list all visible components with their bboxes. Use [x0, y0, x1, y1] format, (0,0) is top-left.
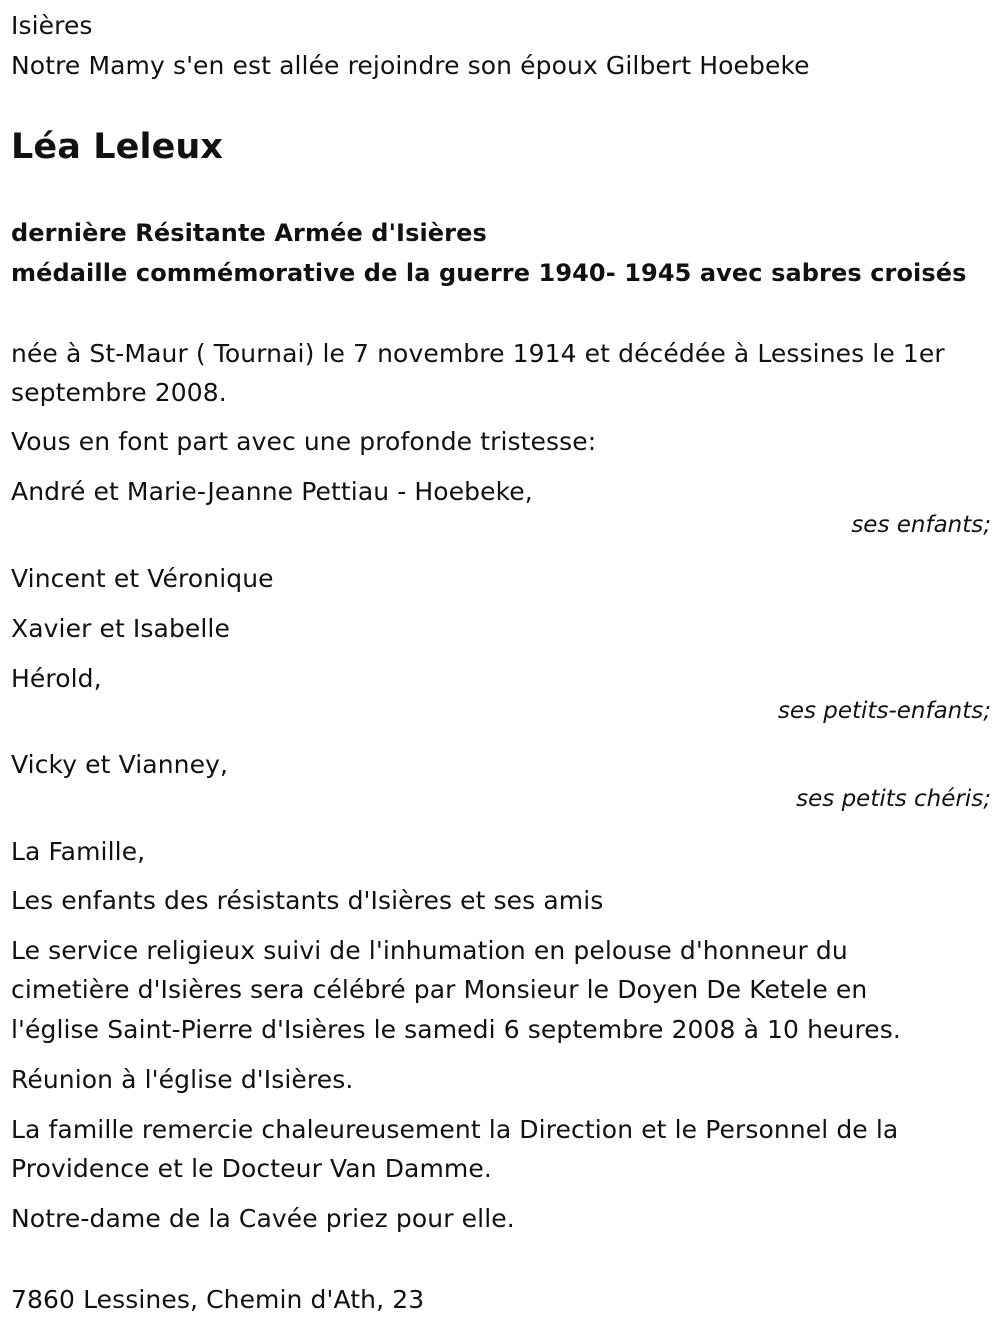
great-grandchildren-names: Vicky et Vianney,	[11, 750, 229, 779]
service-line-2: cimetière d'Isières sera célébré par Monsieur le Doyen De Ketele en	[11, 975, 868, 1004]
deceased-name: Léa Leleux	[11, 127, 224, 167]
deceased-title-1: dernière Résitante Armée d'Isières	[11, 219, 487, 247]
birth-death-line-2: septembre 2008.	[11, 378, 227, 407]
children-role: ses enfants;	[851, 512, 991, 538]
great-grandchildren-role: ses petits chéris;	[796, 786, 991, 812]
grandchild-line: Xavier et Isabelle	[11, 614, 230, 643]
grandchild-line: Hérold,	[11, 664, 102, 693]
thanks-line-1: La famille remercie chaleureusement la Direction et le Personnel de la	[11, 1115, 899, 1144]
grandchildren-role: ses petits-enfants;	[777, 698, 991, 724]
intro-line: Notre Mamy s'en est allée rejoindre son époux Gilbert Hoebeke	[11, 51, 810, 80]
thanks-line-2: Providence et le Docteur Van Damme.	[11, 1154, 492, 1183]
family-line: La Famille,	[11, 837, 146, 866]
announcement-line: Vous en font part avec une profonde tristesse:	[11, 427, 597, 456]
birth-death-line-1: née à St-Maur ( Tournai) le 7 novembre 1914 et décédée à Lessines le 1er	[11, 339, 945, 368]
children-names: André et Marie-Jeanne Pettiau - Hoebeke,	[11, 477, 533, 506]
deceased-title-2: médaille commémorative de la guerre 1940- 1945 avec sabres croisés	[11, 259, 967, 287]
service-line-3: l'église Saint-Pierre d'Isières le samedi 6 septembre 2008 à 10 heures.	[11, 1015, 901, 1044]
place-name: Isières	[11, 11, 93, 40]
prayer-line: Notre-dame de la Cavée priez pour elle.	[11, 1204, 515, 1233]
friends-line: Les enfants des résistants d'Isières et ses amis	[11, 886, 604, 915]
address-line: 7860 Lessines, Chemin d'Ath, 23	[11, 1285, 425, 1314]
meeting-line: Réunion à l'église d'Isières.	[11, 1065, 354, 1094]
service-line-1: Le service religieux suivi de l'inhumation en pelouse d'honneur du	[11, 936, 848, 965]
grandchild-line: Vincent et Véronique	[11, 564, 274, 593]
obituary-notice	[11, 0, 991, 1333]
